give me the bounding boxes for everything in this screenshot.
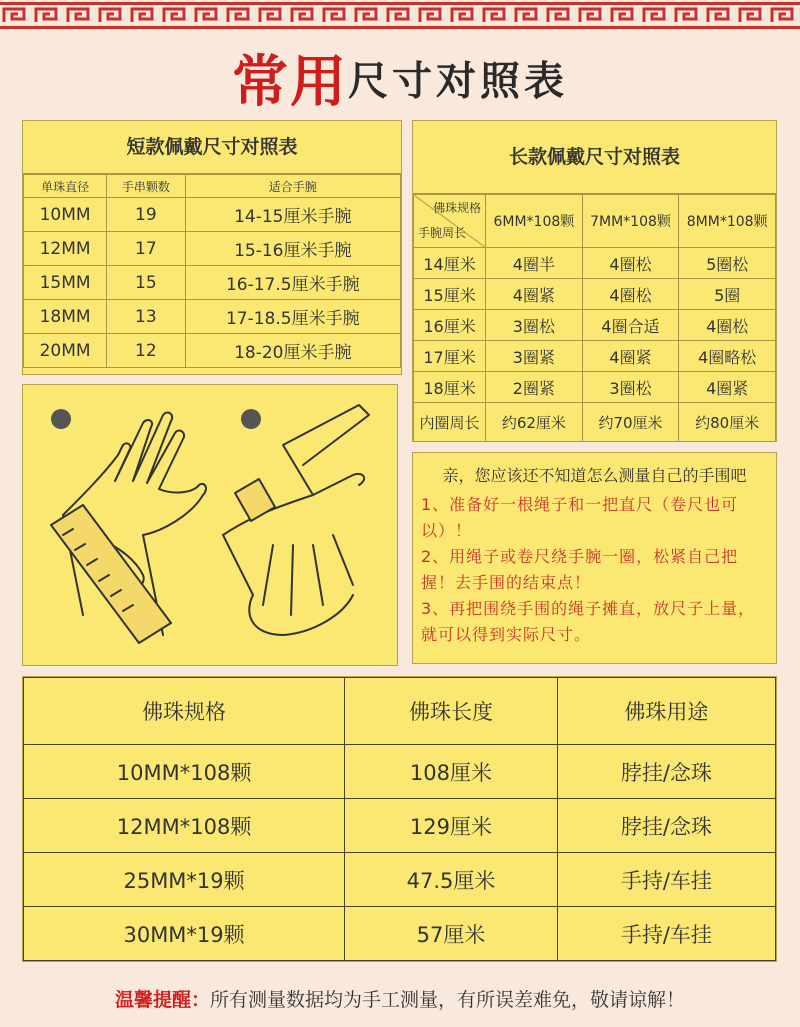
corner-bottom-label: 手腕周长 xyxy=(418,226,467,240)
spec-header: 8MM*108颗 xyxy=(679,195,776,248)
table-cell: 4圈略松 xyxy=(679,341,776,372)
short-header-diameter: 单珠直径 xyxy=(24,175,107,198)
howto-step: 2、用绳子或卷尺绕手腕一圈，松紧自己把握！去手围的结束点！ xyxy=(421,547,739,592)
long-size-table xyxy=(412,120,777,442)
spec-header: 6MM*108颗 xyxy=(486,195,583,248)
table-cell: 16-17.5厘米手腕 xyxy=(185,266,400,300)
notice-label: 温馨提醒： xyxy=(114,989,210,1011)
table-row xyxy=(24,232,401,266)
table-cell: 15MM xyxy=(24,266,107,300)
title-highlight: 常用 xyxy=(232,49,348,115)
table-cell: 15 xyxy=(107,266,185,300)
table-row xyxy=(24,799,776,853)
corner-header xyxy=(414,195,486,248)
table-cell: 4圈紧 xyxy=(582,341,679,372)
table-cell: 内圈周长 xyxy=(414,403,486,442)
big-header-usage: 佛珠用途 xyxy=(557,678,775,745)
table-row xyxy=(414,310,776,341)
table-row xyxy=(24,745,776,799)
table-row xyxy=(414,403,776,442)
table-cell: 10MM xyxy=(24,198,107,232)
table-row xyxy=(414,341,776,372)
big-header-length: 佛珠长度 xyxy=(345,678,558,745)
table-cell: 47.5厘米 xyxy=(345,853,558,907)
table-row xyxy=(414,279,776,310)
howto-step: 3、再把围绕手围的绳子摊直，放尺子上量，就可以得到实际尺寸。 xyxy=(421,599,756,644)
table-cell: 18厘米 xyxy=(414,372,486,403)
table-cell: 4圈松 xyxy=(582,248,679,279)
table-row xyxy=(414,248,776,279)
table-row xyxy=(24,334,401,368)
notice-line xyxy=(0,985,800,1012)
howto-intro: 亲，您应该还不知道怎么测量自己的手围吧 xyxy=(442,466,747,485)
table-cell: 约62厘米 xyxy=(486,403,583,442)
table-cell: 手持/车挂 xyxy=(557,907,775,961)
table-cell: 手持/车挂 xyxy=(557,853,775,907)
table-cell: 15厘米 xyxy=(414,279,486,310)
table-row xyxy=(414,372,776,403)
table-cell: 13 xyxy=(107,300,185,334)
table-cell: 14厘米 xyxy=(414,248,486,279)
table-cell: 108厘米 xyxy=(345,745,558,799)
table-cell: 17-18.5厘米手腕 xyxy=(185,300,400,334)
corner-top-label: 佛珠规格 xyxy=(433,201,482,215)
long-table-caption: 长款佩戴尺寸对照表 xyxy=(413,121,776,194)
short-table-caption: 短款佩戴尺寸对照表 xyxy=(23,121,401,174)
short-header-wrist: 适合手腕 xyxy=(185,175,400,198)
howto-step: 1、准备好一根绳子和一把直尺（卷尺也可以）！ xyxy=(421,495,739,540)
table-cell: 脖挂/念珠 xyxy=(557,799,775,853)
table-row xyxy=(24,300,401,334)
table-cell: 约80厘米 xyxy=(679,403,776,442)
bead-spec-table xyxy=(22,676,777,962)
table-row xyxy=(24,266,401,300)
table-cell: 约70厘米 xyxy=(582,403,679,442)
hand-measuring-illustration xyxy=(23,385,397,665)
table-cell: 12MM xyxy=(24,232,107,266)
table-row xyxy=(24,853,776,907)
table-cell: 12MM*108颗 xyxy=(24,799,345,853)
title-rest: 尺寸对照表 xyxy=(348,57,568,105)
table-cell: 4圈紧 xyxy=(679,372,776,403)
table-cell: 5圈 xyxy=(679,279,776,310)
spec-header: 7MM*108颗 xyxy=(582,195,679,248)
table-cell: 10MM*108颗 xyxy=(24,745,345,799)
table-cell: 3圈松 xyxy=(582,372,679,403)
table-cell: 4圈松 xyxy=(582,279,679,310)
big-header-spec: 佛珠规格 xyxy=(24,678,345,745)
table-cell: 3圈紧 xyxy=(486,341,583,372)
table-cell: 57厘米 xyxy=(345,907,558,961)
how-to-measure-panel xyxy=(412,452,777,664)
table-cell: 20MM xyxy=(24,334,107,368)
short-header-count: 手串颗数 xyxy=(107,175,185,198)
table-row xyxy=(24,198,401,232)
table-cell: 16厘米 xyxy=(414,310,486,341)
table-cell: 3圈松 xyxy=(486,310,583,341)
decorative-fret-border xyxy=(0,0,800,30)
table-row xyxy=(24,907,776,961)
table-cell: 17厘米 xyxy=(414,341,486,372)
table-cell: 4圈松 xyxy=(679,310,776,341)
table-cell: 25MM*19颗 xyxy=(24,853,345,907)
table-cell: 12 xyxy=(107,334,185,368)
table-cell: 19 xyxy=(107,198,185,232)
table-cell: 2圈紧 xyxy=(486,372,583,403)
table-cell: 5圈松 xyxy=(679,248,776,279)
table-cell: 14-15厘米手腕 xyxy=(185,198,400,232)
page-title xyxy=(0,38,800,115)
table-cell: 18-20厘米手腕 xyxy=(185,334,400,368)
table-cell: 4圈半 xyxy=(486,248,583,279)
table-cell: 129厘米 xyxy=(345,799,558,853)
table-cell: 17 xyxy=(107,232,185,266)
table-cell: 18MM xyxy=(24,300,107,334)
table-cell: 30MM*19颗 xyxy=(24,907,345,961)
table-cell: 4圈紧 xyxy=(486,279,583,310)
table-cell: 4圈合适 xyxy=(582,310,679,341)
short-size-table xyxy=(22,120,402,375)
measurement-illustration xyxy=(22,384,398,666)
table-cell: 脖挂/念珠 xyxy=(557,745,775,799)
notice-text: 所有测量数据均为手工测量，有所误差难免，敬请谅解！ xyxy=(210,989,686,1011)
table-cell: 15-16厘米手腕 xyxy=(185,232,400,266)
